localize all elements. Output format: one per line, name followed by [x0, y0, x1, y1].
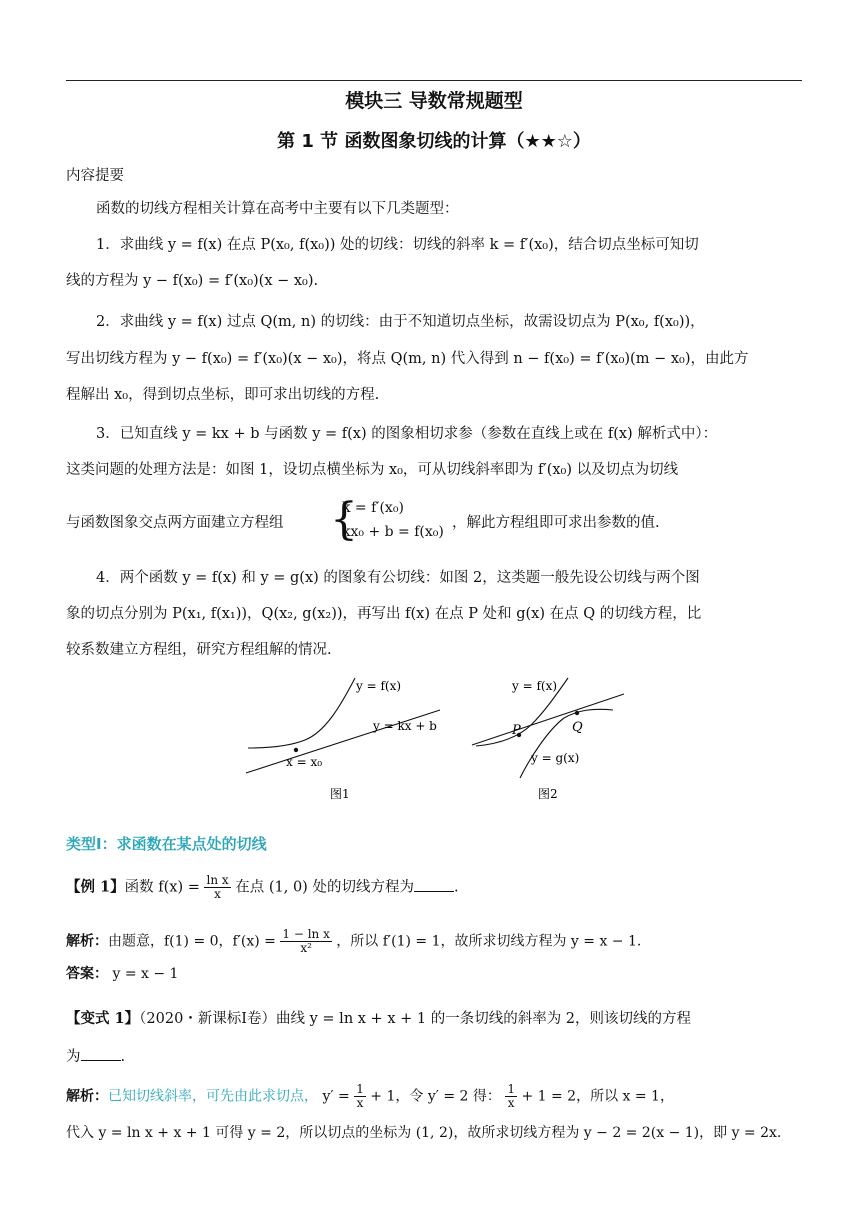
solution1-text-a: 由题意，f(1) = 0，f′(x) = — [108, 933, 276, 950]
example1-fraction — [204, 874, 230, 901]
solution1-frac-num: 1 − ln x — [282, 927, 330, 941]
solution2-fraction-1 — [354, 1083, 366, 1110]
solution1-frac-den: x² — [300, 941, 312, 955]
equation-system — [330, 496, 450, 550]
solution1-label: 解析： — [66, 933, 108, 950]
figure2-point-q — [575, 711, 579, 715]
section-title: 第 1 节 函数图象切线的计算（★★☆） — [277, 131, 591, 152]
solution2-frac1-num: 1 — [356, 1082, 364, 1096]
solution2-hint: 已知切线斜率，可先由此求切点， — [108, 1088, 318, 1105]
item4-line3: 较系数建立方程组，研究方程组解的情况. — [66, 642, 332, 658]
example1-text-end: . — [453, 879, 459, 896]
solution1 — [66, 928, 641, 955]
variant1-line2 — [66, 1046, 125, 1066]
figure1-curve — [248, 678, 355, 748]
answer1-label: 答案： — [66, 966, 108, 982]
variant1-line2-end: . — [120, 1049, 126, 1065]
example1-answer-blank[interactable] — [414, 877, 454, 892]
item3-line1: 3．已知直线 y = kx + b 与函数 y = f(x) 的图象相切求参（参数在直线上或在 f(x) 解析式中）： — [96, 426, 718, 442]
figure2-common-tangent — [472, 694, 624, 745]
item3-line2: 这类问题的处理方法是：如图 1，设切点横坐标为 x₀，可从切线斜率即为 f′(x₀) 以及切点为切线 — [66, 462, 679, 478]
solution1-text-b: ，所以 f′(1) = 1，故所求切线方程为 y = x − 1. — [336, 933, 642, 950]
item1-line2: 线的方程为 y − f(x₀) = f′(x₀)(x − x₀). — [66, 273, 319, 289]
figure2-q-label: Q — [572, 720, 583, 735]
item2-line2: 写出切线方程为 y − f(x₀) = f′(x₀)(x − x₀)，将点 Q(m, n) 代入得到 n − f(x₀) = f′(x₀)(m − x₀)，由此方 — [66, 351, 749, 367]
answer1 — [66, 963, 178, 983]
variant1-line1 — [66, 1010, 691, 1028]
system-eq2: kx₀ + b = f(x₀) — [342, 524, 444, 540]
figure-1 — [240, 672, 450, 807]
figure1-point-label: x = x₀ — [286, 755, 323, 769]
system-eq1: k = f′(x₀) — [342, 500, 404, 516]
intro-label: 内容提要 — [66, 168, 124, 184]
figure1-curve-label: y = f(x) — [356, 679, 402, 693]
solution2-frac2-den: x — [507, 1096, 515, 1110]
intro-lead: 函数的切线方程相关计算在高考中主要有以下几类题型： — [96, 201, 459, 217]
figure2-g-label: y = g(x) — [531, 751, 580, 765]
solution2-text-a: y′ = — [322, 1088, 350, 1105]
figure2-curve-g — [520, 709, 613, 778]
figure2-f-label: y = f(x) — [512, 679, 558, 693]
item4-line2: 象的切点分别为 P(x₁, f(x₁))，Q(x₂, g(x₂))，再写出 f(x) 在点 P 处和 g(x) 在点 Q 的切线方程，比 — [66, 606, 702, 622]
figure1-tangent-point — [294, 748, 298, 752]
solution2-frac2-num: 1 — [507, 1082, 515, 1096]
module-title: 模块三 导数常规题型 — [345, 90, 523, 112]
variant1-text: （2020・新课标Ⅰ卷）曲线 y = ln x + x + 1 的一条切线的斜率为 2，则该切线的方程 — [139, 1011, 692, 1027]
variant1-line2-a: 为 — [66, 1049, 81, 1065]
solution2-fraction-2 — [505, 1083, 517, 1110]
system-brace: { — [330, 494, 358, 545]
type1-heading: 类型Ⅰ：求函数在某点处的切线 — [66, 835, 267, 853]
solution2-line1 — [66, 1083, 674, 1110]
example1-frac-den: x — [214, 887, 221, 901]
answer1-text: y = x − 1 — [112, 966, 179, 982]
item1-line1: 1．求曲线 y = f(x) 在点 P(x₀, f(x₀)) 处的切线：切线的斜率 k = f′(x₀)，结合切点坐标可知切 — [96, 237, 699, 253]
item2-line3: 程解出 x₀，得到切点坐标，即可求出切线的方程. — [66, 387, 380, 403]
example1-text-b: 在点 (1, 0) 处的切线方程为 — [235, 879, 414, 896]
figure1-line-label: y = kx + b — [373, 719, 437, 733]
example1-frac-num: ln x — [206, 873, 229, 887]
solution2-text-c: + 1 = 2，所以 x = 1， — [521, 1088, 674, 1105]
header-rule — [66, 80, 802, 81]
variant1-answer-blank[interactable] — [81, 1046, 121, 1061]
item2-line1: 2．求曲线 y = f(x) 过点 Q(m, n) 的切线：由于不知道切点坐标，故需设切点为 P(x₀, f(x₀))， — [96, 314, 705, 330]
item4-line1: 4．两个函数 y = f(x) 和 y = g(x) 的图象有公切线：如图 2，这类题一般先设公切线与两个图 — [96, 570, 700, 586]
solution2-line2: 代入 y = ln x + x + 1 可得 y = 2，所以切点的坐标为 (1, 2)，故所求切线方程为 y − 2 = 2(x − 1)，即 y = 2x. — [66, 1125, 782, 1141]
solution1-fraction — [280, 928, 331, 955]
solution2-label: 解析： — [66, 1088, 108, 1105]
example1-text-a: 函数 f(x) = — [124, 879, 200, 896]
solution2-frac1-den: x — [356, 1096, 364, 1110]
item3-line3b: ，解此方程组即可求出参数的值. — [452, 515, 660, 531]
figure1-caption: 图1 — [330, 787, 350, 801]
figure2-caption: 图2 — [538, 787, 558, 801]
variant1-tag: 【变式 1】 — [66, 1010, 140, 1027]
solution2-text-b: + 1，令 y′ = 2 得： — [370, 1088, 501, 1105]
example1-tag: 【例 1】 — [66, 878, 125, 896]
example1 — [66, 874, 459, 901]
figure-2 — [468, 672, 638, 807]
item3-line3a: 与函数图象交点两方面建立方程组 — [66, 515, 284, 531]
figure2-p-label: P — [512, 723, 521, 738]
